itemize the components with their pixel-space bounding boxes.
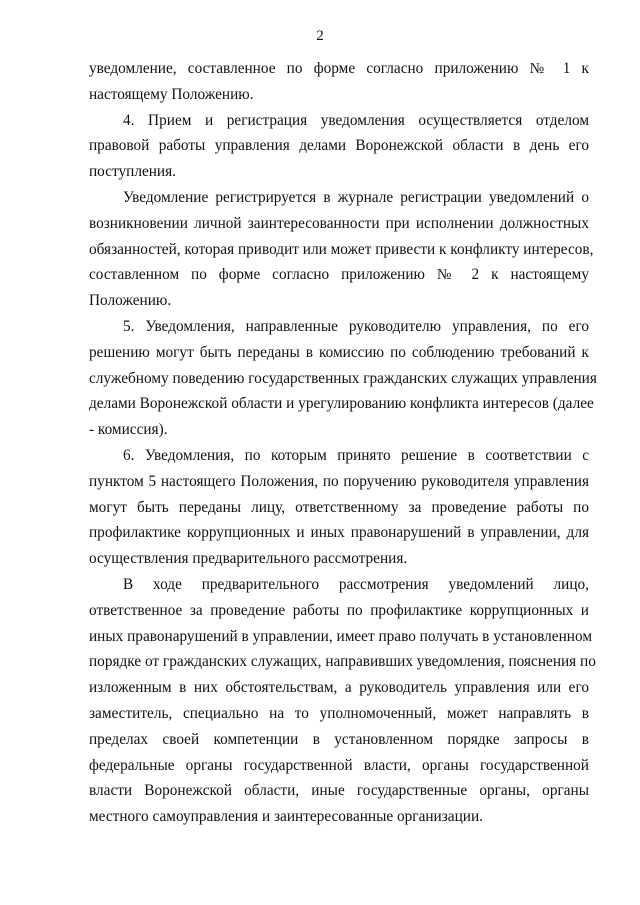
text-line: пределах своей компетенции в установленном порядке запросы в — [89, 730, 589, 748]
text-line: обязанностей, которая приводит или может привести к конфликту интересов, — [89, 240, 594, 258]
paragraph-item-4 — [89, 108, 589, 185]
text-line: власти Воронежской области, иные государственные органы, органы — [89, 782, 589, 800]
text-line: 6. Уведомления, по которым принято решение в соответствии с — [123, 446, 589, 464]
text-line: федеральные органы государственной власти, органы государственной — [89, 756, 589, 774]
paragraph-continuation — [89, 56, 589, 108]
text-line: уведомление, составленное по форме согласно приложению № 1 к — [89, 60, 589, 77]
text-line: В ходе предварительного рассмотрения уведомлений лицо, — [123, 575, 589, 593]
text-line: составленном по форме согласно приложению № 2 к настоящему — [89, 266, 589, 284]
text-line: Уведомление регистрируется в журнале регистрации уведомлений о — [123, 188, 589, 206]
text-line: - комиссия). — [89, 421, 168, 439]
page-number: 2 — [316, 28, 324, 44]
text-line: 4. Прием и регистрация уведомления осуществляется отделом — [123, 111, 589, 129]
text-line: пунктом 5 настоящего Положения, по поручению руководителя управления — [89, 472, 589, 490]
text-line: возникновении личной заинтересованности при исполнении должностных — [89, 214, 589, 232]
text-line: Положению. — [89, 292, 172, 310]
text-line: могут быть переданы лицу, ответственному за проведение работы по — [89, 498, 589, 516]
paragraph-item-5 — [89, 314, 597, 443]
paragraph-item-6 — [89, 443, 589, 572]
text-line: местного самоуправления и заинтересованные организации. — [89, 808, 483, 826]
text-line: порядке от гражданских служащих, направивших уведомления, пояснения по — [89, 653, 596, 671]
text-line: заместитель, специально на то уполномоченный, может направлять в — [89, 704, 589, 722]
text-line: настоящему Положению. — [89, 85, 254, 103]
text-line: изложенным в них обстоятельствам, а руководитель управления или его — [89, 679, 589, 697]
text-line: 5. Уведомления, направленные руководителю управления, по его — [123, 317, 589, 335]
text-line: решению могут быть переданы в комиссию по соблюдению требований к — [89, 343, 589, 361]
text-line: служебному поведению государственных гражданских служащих управления — [89, 369, 597, 387]
text-line: осуществления предварительного рассмотрения. — [89, 550, 408, 568]
text-line: ответственное за проведение работы по профилактике коррупционных и — [89, 601, 589, 619]
text-line: поступления. — [89, 163, 176, 181]
text-line: правовой работы управления делами Воронежской области в день его — [89, 137, 589, 155]
text-line: делами Воронежской области и урегулированию конфликта интересов (далее — [89, 395, 594, 413]
text-line: профилактике коррупционных и иных правонарушений в управлении, для — [89, 524, 589, 542]
text-line: иных правонарушений в управлении, имеет право получать в установленном — [89, 627, 592, 645]
document-body — [89, 56, 597, 830]
paragraph-registration — [89, 185, 594, 314]
paragraph-preliminary-review — [89, 572, 596, 830]
